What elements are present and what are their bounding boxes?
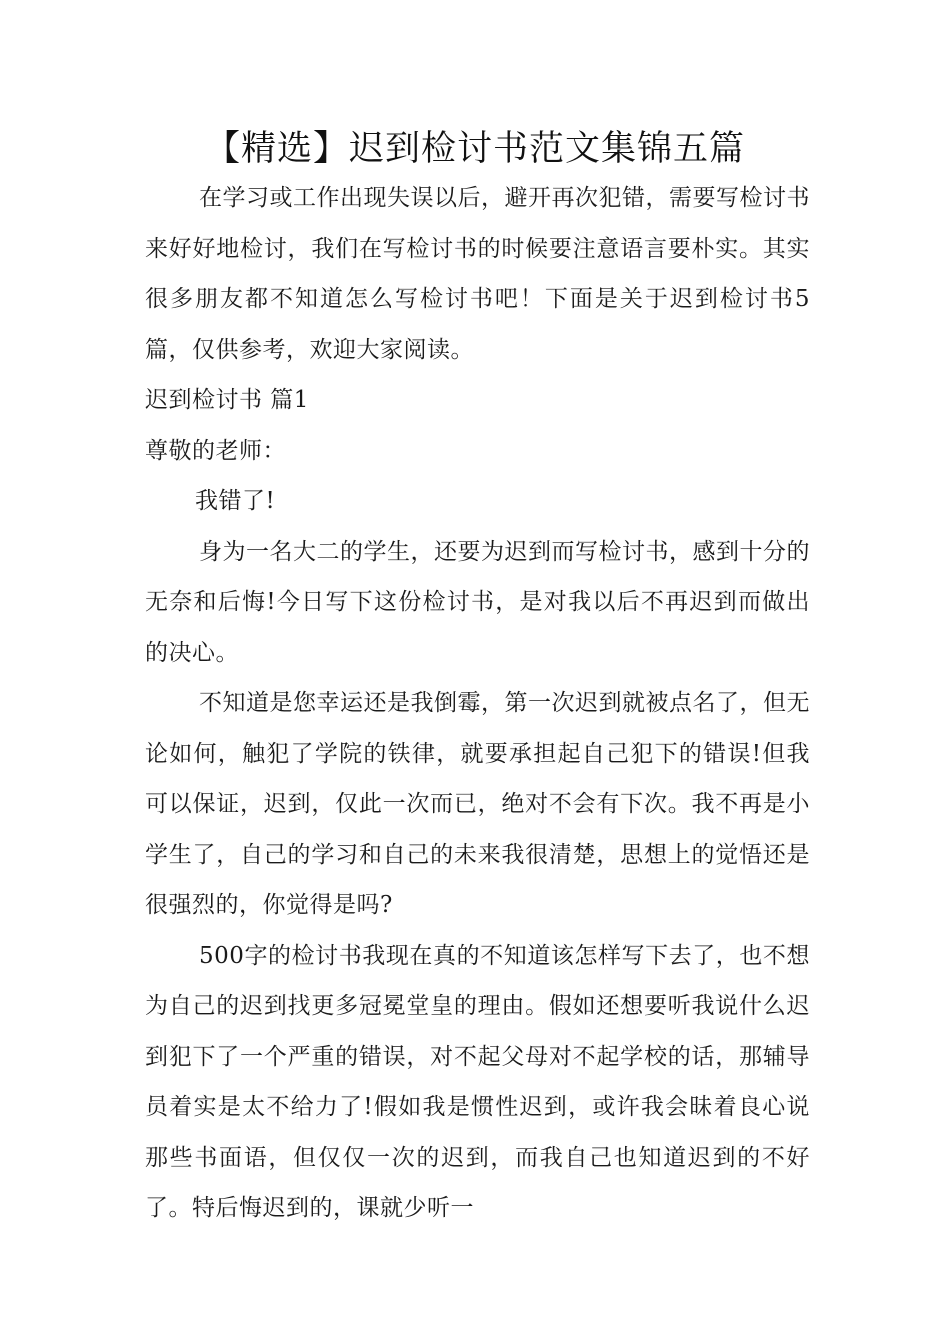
body-paragraph-3: 不知道是您幸运还是我倒霉，第一次迟到就被点名了，但无论如何，触犯了学院的铁律，就要承担起自己犯下的错误!但我可以保证，迟到，仅此一次而已，绝对不会有下次。我不再是小学生了，自己的学习和自己的未来我很清楚，思想上的觉悟还是很强烈的，你觉得是吗?	[145, 690, 810, 918]
salutation: 尊敬的老师：	[145, 437, 286, 464]
body-paragraph-1: 我错了!	[195, 488, 276, 514]
document-body	[145, 173, 810, 1234]
document-title: 【精选】迟到检讨书范文集锦五篇	[204, 129, 745, 169]
intro-paragraph: 在学习或工作出现失误以后，避开再次犯错，需要写检讨书来好好地检讨，我们在写检讨书的时候要注意语言要朴实。其实很多朋友都不知道怎么写检讨书吧！下面是关于迟到检讨书5篇，仅供参考，欢迎大家阅读。	[145, 185, 810, 363]
body-paragraph-2: 身为一名大二的学生，还要为迟到而写检讨书，感到十分的无奈和后悔!今日写下这份检讨书，是对我以后不再迟到而做出的决心。	[145, 538, 810, 666]
section-heading: 迟到检讨书 篇1	[145, 387, 309, 413]
body-paragraph-4: 500字的检讨书我现在真的不知道该怎样写下去了，也不想为自己的迟到找更多冠冕堂皇的理由。假如还想要听我说什么迟到犯下了一个严重的错误，对不起父母对不起学校的话，那辅导员着实是太不给力了!假如我是惯性迟到，或许我会昧着良心说那些书面语，但仅仅一次的迟到，而我自己也知道迟到的不好了。特后悔迟到的，课就少听一	[145, 942, 810, 1221]
